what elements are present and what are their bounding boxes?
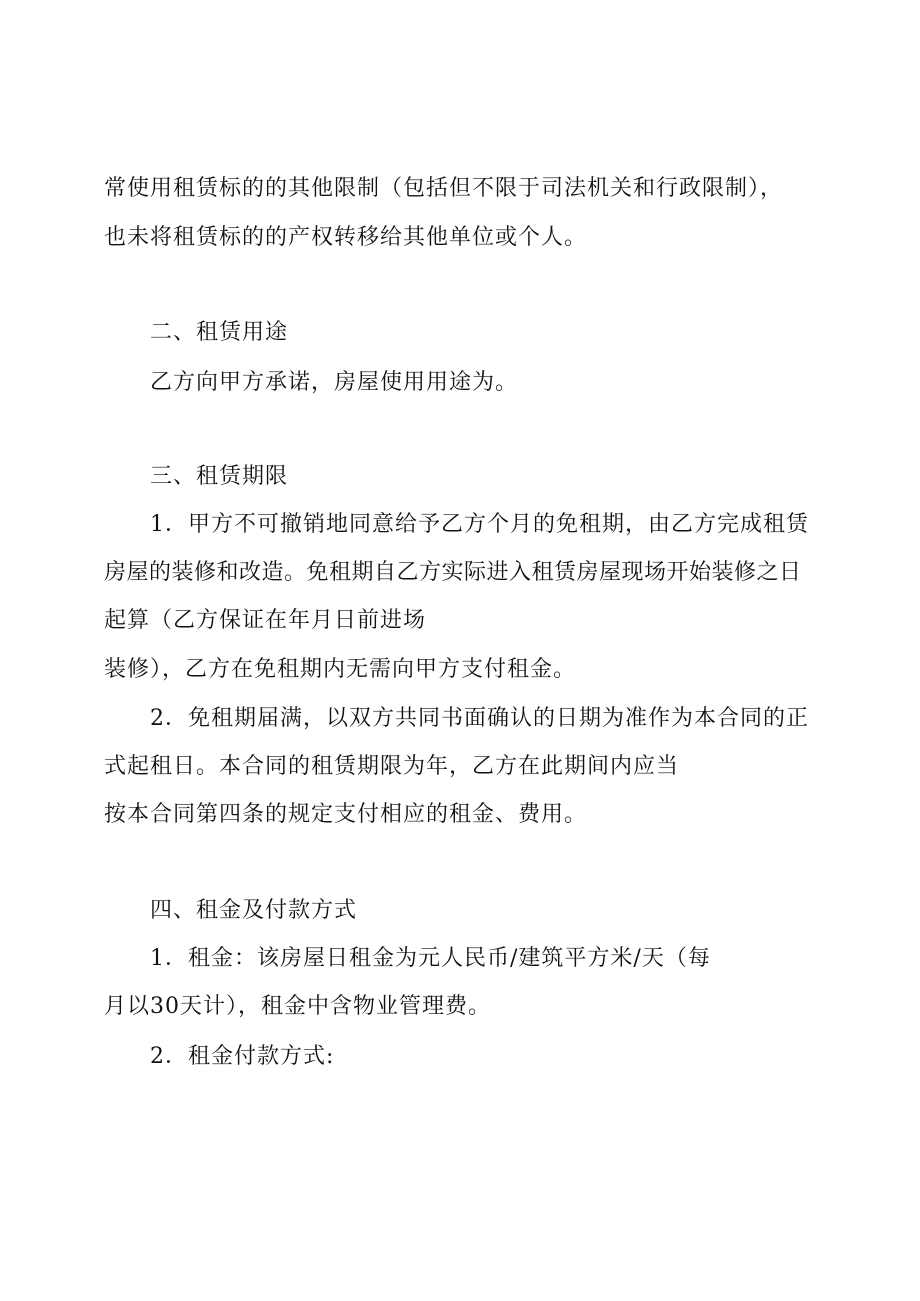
- section-heading: 四、租金及付款方式: [150, 898, 358, 923]
- paragraph-line: 月以30天计），租金中含物业管理费。: [104, 994, 491, 1019]
- paragraph-line: 起算（乙方保证在年月日前进场: [104, 608, 427, 633]
- section-heading: 二、租赁用途: [150, 320, 289, 345]
- paragraph-line: 1．甲方不可撤销地同意给予乙方个月的免租期，由乙方完成租赁: [150, 512, 809, 537]
- paragraph-line: 也未将租赁标的的产权转移给其他单位或个人。: [104, 225, 588, 250]
- paragraph-line: 2．免租期届满，以双方共同书面确认的日期为准作为本合同的正: [150, 706, 809, 731]
- paragraph-line: 式起租日。本合同的租赁期限为年，乙方在此期间内应当: [104, 754, 680, 779]
- paragraph-line: 常使用租赁标的的其他限制（包括但不限于司法机关和行政限制），: [104, 176, 784, 201]
- paragraph-line: 2．租金付款方式:: [150, 1044, 335, 1069]
- paragraph-line: 乙方向甲方承诺，房屋使用用途为。: [150, 370, 519, 395]
- paragraph-line: 装修），乙方在免租期内无需向甲方支付租金。: [104, 657, 577, 682]
- paragraph-line: 按本合同第四条的规定支付相应的租金、费用。: [104, 802, 588, 827]
- section-heading: 三、租赁期限: [150, 464, 289, 489]
- paragraph-line: 1．租金：该房屋日租金为元人民币/建筑平方米/天（每: [150, 946, 711, 971]
- paragraph-line: 房屋的装修和改造。免租期自乙方实际进入租赁房屋现场开始装修之日: [104, 560, 802, 585]
